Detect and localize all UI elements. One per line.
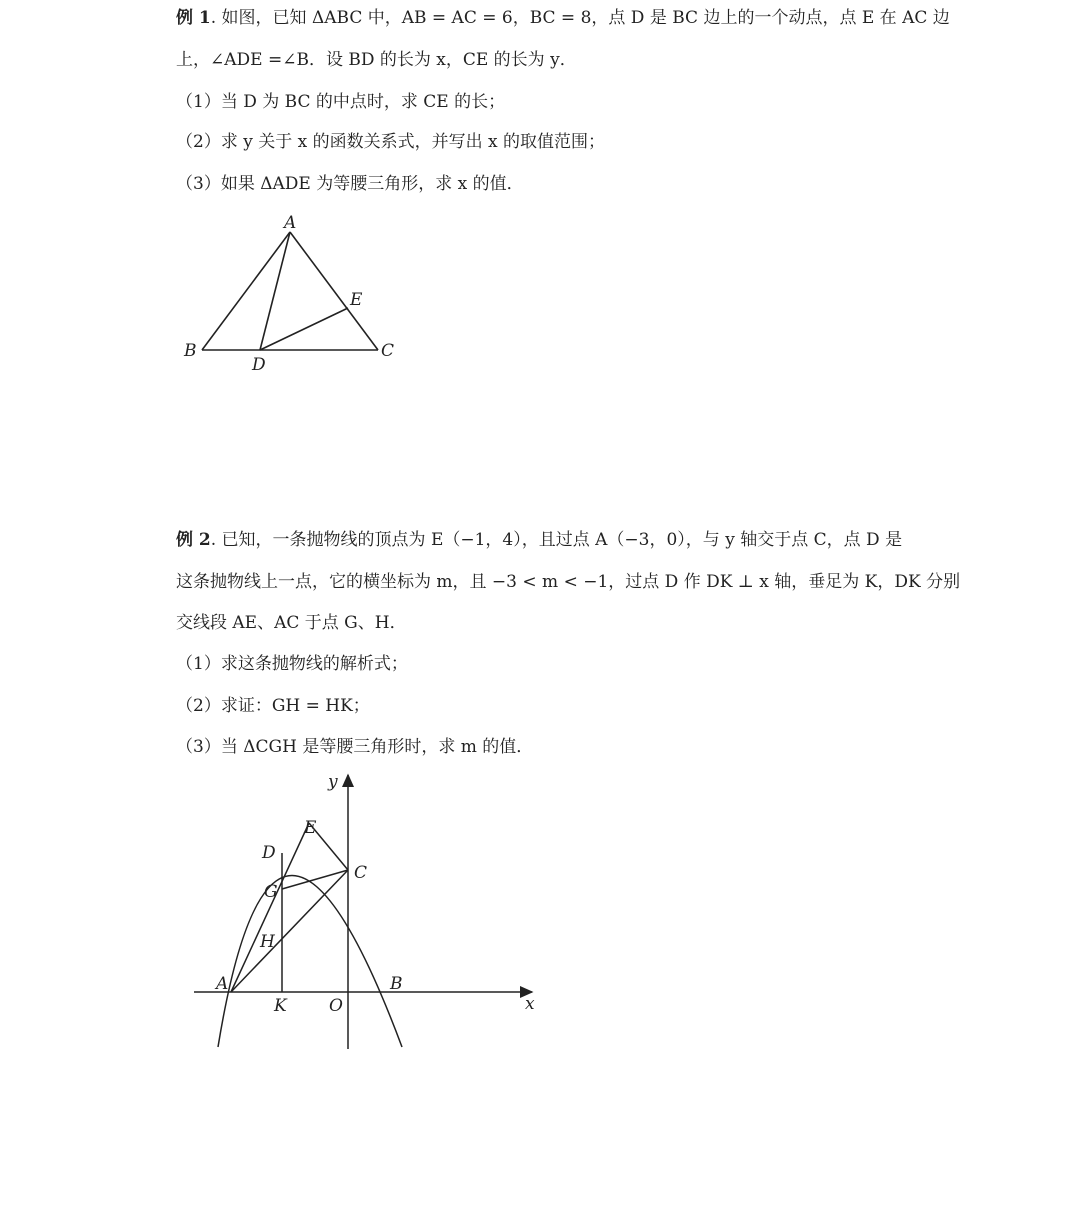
point-label-C: C (354, 863, 368, 883)
example2-text-1: . 已知，一条抛物线的顶点为 E（−1，4），且过点 A（−3，0），与 y 轴交于点 C，点 D 是 (210, 530, 903, 550)
segment-AB (202, 232, 290, 350)
point-label-H: H (260, 932, 275, 952)
example2-question-2: （2）求证：GH = HK； (176, 696, 370, 716)
example2-label: 例 2 (176, 530, 211, 550)
point-label-E: E (350, 290, 363, 310)
example2-question-1: （1）求这条抛物线的解析式； (176, 654, 408, 674)
segment-AC (290, 232, 378, 350)
example1-line-2: 上，∠ADE =∠B．设 BD 的长为 x，CE 的长为 y． (176, 50, 577, 70)
point-label-y: y (328, 772, 338, 792)
point-label-B: B (390, 974, 403, 994)
example1-question-3: （3）如果 ΔADE 为等腰三角形，求 x 的值． (176, 174, 524, 194)
point-label-C: C (381, 341, 395, 361)
point-label-A: A (216, 974, 229, 994)
point-label-A: A (284, 213, 297, 233)
segment-AC (231, 870, 348, 992)
point-label-D: D (252, 355, 266, 375)
example1-question-2: （2）求 y 关于 x 的函数关系式，并写出 x 的取值范围； (176, 132, 606, 152)
example2-question-3: （3）当 ΔCGH 是等腰三角形时，求 m 的值． (176, 737, 534, 757)
point-label-B: B (184, 341, 197, 361)
segment-DE (260, 308, 348, 350)
example1-question-1: （1）当 D 为 BC 的中点时，求 CE 的长； (176, 92, 506, 112)
point-label-D: D (262, 843, 276, 863)
example1-line-1 (176, 8, 950, 28)
point-label-x: x (525, 994, 535, 1014)
point-label-K: K (274, 996, 287, 1016)
example1-triangle-figure (176, 210, 406, 380)
example1-text-1: . 如图，已知 ΔABC 中，AB = AC = 6，BC = 8，点 D 是 BC 边上的一个动点，点 E 在 AC 边 (210, 8, 950, 28)
example2-line-3: 交线段 AE、AC 于点 G、H． (176, 613, 407, 633)
point-label-E: E (304, 818, 317, 838)
example2-line-2: 这条抛物线上一点，它的横坐标为 m，且 −3 < m < −1，过点 D 作 DK ⊥ x 轴，垂足为 K，DK 分别 (176, 572, 961, 592)
point-label-O: O (329, 996, 343, 1016)
example2-parabola-figure (176, 765, 556, 1065)
example2-line-1 (176, 530, 902, 550)
example1-label: 例 1 (176, 8, 211, 28)
point-label-G: G (264, 882, 278, 902)
segment-AD (260, 232, 290, 350)
